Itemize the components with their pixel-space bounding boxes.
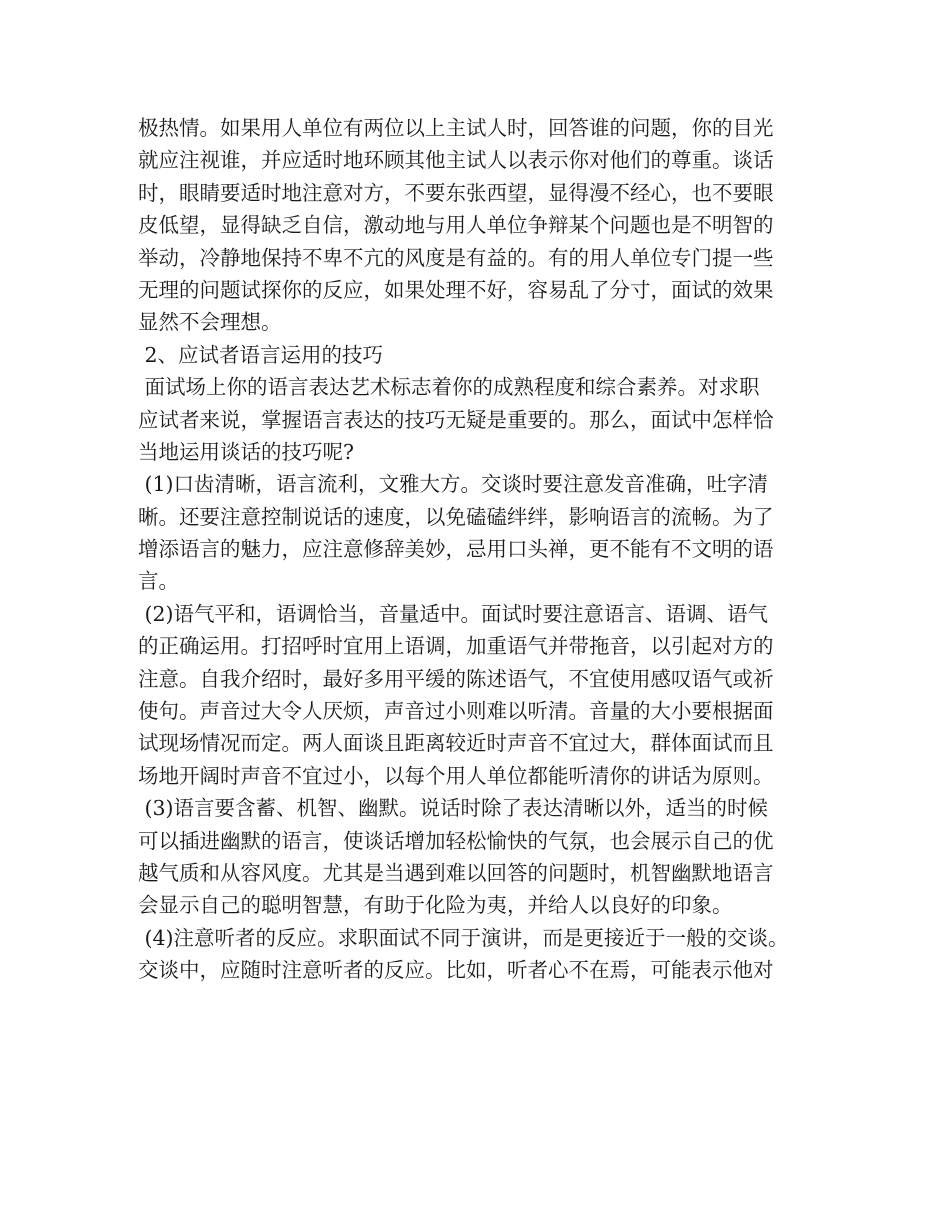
text-line: 使句。声音过大令人厌烦，声音过小则难以听清。音量的大小要根据面 [138,699,774,724]
text-line: 增添语言的魅力，应注意修辞美妙，忌用口头禅，更不能有不文明的语 [138,537,774,562]
body-text [138,112,818,987]
section-heading: 2、应试者语言运用的技巧 [138,342,384,367]
text-line: 面试场上你的语言表达艺术标志着你的成熟程度和综合素养。对求职 [138,375,760,400]
text-line: 会显示自己的聪明智慧，有助于化险为夷，并给人以良好的印象。 [138,893,733,918]
text-line: 无理的问题试探你的反应，如果处理不好，容易乱了分寸，面试的效果 [138,277,774,302]
text-line: 举动，冷静地保持不卑不亢的风度是有益的。有的用人单位专门提一些 [138,245,774,270]
text-line: 极热情。如果用人单位有两位以上主试人时，回答谁的问题，你的目光 [138,116,774,140]
text-line: 晰。还要注意控制说话的速度，以免磕磕绊绊，影响语言的流畅。为了 [138,504,774,529]
text-line: 当地运用谈话的技巧呢? [138,439,354,464]
text-line: 注意。自我介绍时，最好多用平缓的陈述语气，不宜使用感叹语气或祈 [138,666,774,691]
list-item-start: (2)语气平和，语调恰当，音量适中。面试时要注意语言、语调、语气 [138,601,769,626]
text-line: 言。 [138,569,179,594]
text-line: 可以插进幽默的语言，使谈话增加轻松愉快的气氛，也会展示自己的优 [138,828,774,853]
text-line: 时，眼睛要适时地注意对方，不要东张西望，显得漫不经心，也不要眼 [138,180,774,205]
text-line: 试现场情况而定。两人面谈且距离较近时声音不宜过大，群体面试而且 [138,731,774,756]
text-line: 的正确运用。打招呼时宜用上语调，加重语气并带拖音，以引起对方的 [138,634,774,659]
text-line: 场地开阔时声音不宜过小，以每个用人单位都能听清你的讲话为原则。 [138,763,774,788]
text-line: 应试者来说，掌握语言表达的技巧无疑是重要的。那么，面试中怎样恰 [138,407,774,432]
list-item-start: (4)注意听者的反应。求职面试不同于演讲，而是更接近于一般的交谈。 [138,925,789,950]
list-item-start: (1)口齿清晰，语言流利，文雅大方。交谈时要注意发音准确，吐字清 [138,472,769,497]
list-item-start: (3)语言要含蓄、机智、幽默。说话时除了表达清晰以外，适当的时候 [138,796,769,821]
text-line: 就应注视谁，并应适时地环顾其他主试人以表示你对他们的尊重。谈话 [138,148,774,173]
text-line: 越气质和从容风度。尤其是当遇到难以回答的问题时，机智幽默地语言 [138,860,774,885]
text-line: 显然不会理想。 [138,310,282,335]
text-line: 交谈中，应随时注意听者的反应。比如，听者心不在焉，可能表示他对 [138,958,774,983]
text-line: 皮低望，显得缺乏自信，激动地与用人单位争辩某个问题也是不明智的 [138,213,774,238]
